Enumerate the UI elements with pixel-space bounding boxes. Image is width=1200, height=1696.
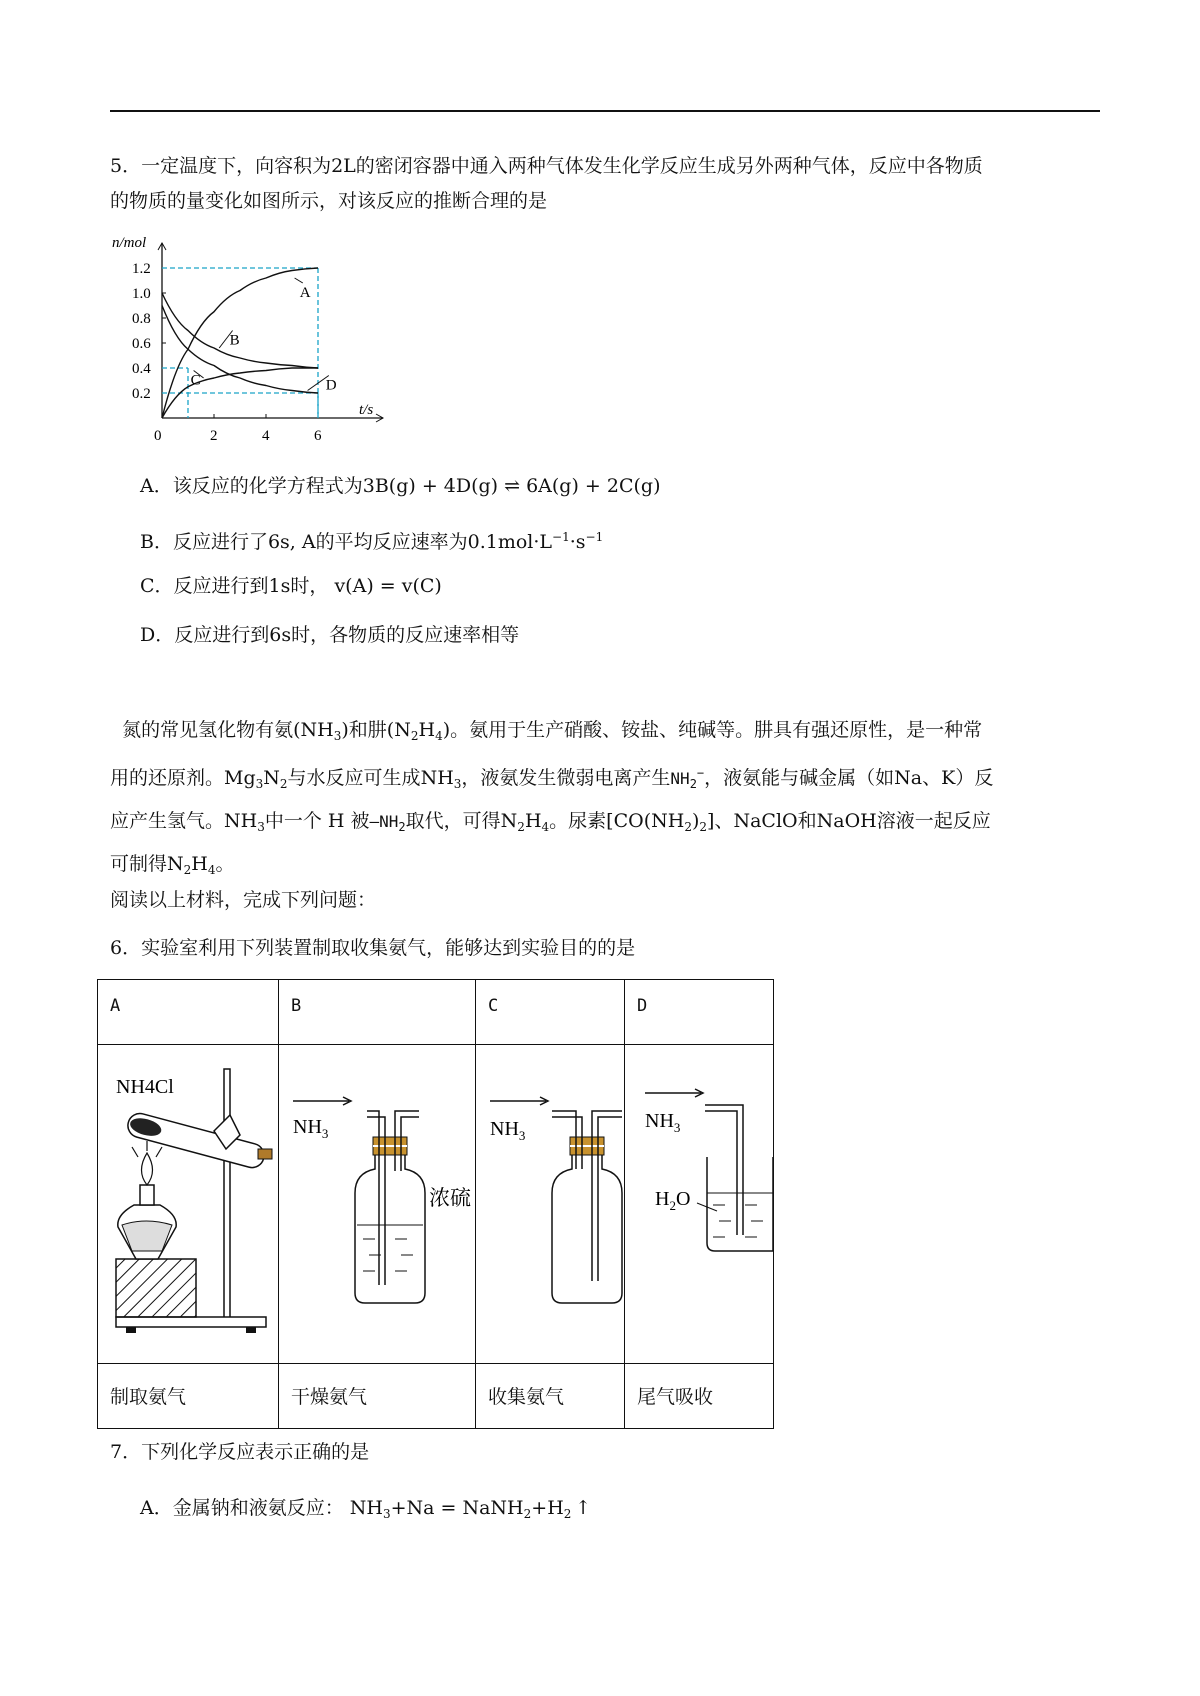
header-rule [110,110,1100,112]
y-tick-label: 0.6 [132,336,151,352]
passage-line-3: 应产生氢气。$NH_3$中一个 H 被$—NH_2$取代，可得$N_2H_4$。尿素$[CO(NH_2)_2]$、NaClO和NaOH溶液一起反应 [110,810,991,834]
q6-header-c: C [476,980,625,1045]
q5-option-c: C．反应进行到1s时， v(A) = v(C) [140,575,442,597]
reading-instruction: 阅读以上材料，完成下列问题： [110,889,377,911]
q6-header-d: D [625,980,774,1045]
passage-line-1: 氮的常见氢化物有氨$(NH_3)$和肼$(N_2H_4)$。氨用于生产硝酸、铵盐、纯碱等。肼具有强还原性，是一种常 [122,719,983,743]
y-tick-label: 1.0 [132,286,151,302]
q5-option-a: A．该反应的化学方程式为3B(g) + 4D(g) ⇌ 6A(g) + 2C(g) [140,475,661,497]
q6-figure-b [279,1045,476,1364]
q6-caption-a: 制取氨气 [98,1364,279,1429]
x-tick-label: 6 [314,428,322,440]
series-line-a [162,268,318,418]
nh3-label-d: $NH_3$ [645,1110,681,1135]
x-axis-label: t/s [359,402,374,418]
ammonia-generation-apparatus [98,1045,278,1363]
water-label: $H_2O$ [655,1188,691,1213]
q6-caption-b: 干燥氨气 [279,1364,476,1429]
q7-option-a: A．金属钠和液氨反应： $NH_3+Na$ = $NaNH_2+H_2$ ↑ [140,1497,592,1521]
q6-caption-c: 收集氨气 [476,1364,625,1429]
series-leader-a [295,278,303,283]
series-label-a: A [299,285,311,301]
q6-header-b: B [279,980,476,1045]
tail-gas-absorption-apparatus [625,1045,773,1363]
q6-figure-d [625,1045,774,1364]
x-tick-label: 4 [262,428,270,440]
q6-caption-d: 尾气吸收 [625,1364,774,1429]
series-label-d: D [325,377,337,394]
nh4cl-label: NH4Cl [116,1076,174,1098]
nh3-label-b: $NH_3$ [293,1116,329,1141]
q6-header-a: A [98,980,279,1045]
q6-stem: 6．实验室利用下列装置制取收集氨气，能够达到实验目的的是 [110,937,636,959]
q5-option-d: D．反应进行到6s时，各物质的反应速率相等 [140,624,520,646]
series-line-d [162,306,318,394]
y-tick-label: 0.8 [132,311,151,327]
concentrated-acid-label: 浓硫 [429,1186,471,1210]
y-tick-label: 1.2 [132,261,151,277]
q7-stem: 7．下列化学反应表示正确的是 [110,1441,370,1463]
y-tick-label: 0.4 [132,361,151,377]
series-label-c: C [190,372,201,389]
x-tick-label: 2 [210,428,218,440]
x-tick-label: 0 [154,428,162,440]
series-line-b [162,293,318,368]
reading-passage [110,712,1100,889]
q6-apparatus-table [97,979,774,1429]
q5-option-b: B．反应进行了6s, A的平均反应速率为$0.1mol\cdot L^{-1}\cdot s^{-1}$ [140,530,604,553]
q6-figure-a [98,1045,279,1364]
q5-stem-line2: 的物质的量变化如图所示，对该反应的推断合理的是 [110,190,548,212]
drying-bottle-apparatus [279,1045,475,1363]
q5-option-a-equation: 3B(g) + 4D(g) ⇌ 6A(g) + 2C(g) [362,475,661,497]
y-tick-label: 0.2 [132,386,151,402]
series-label-b: B [229,332,240,349]
q6-figure-c [476,1045,625,1364]
q5-chart [110,230,410,440]
nh3-label-c: $NH_3$ [490,1118,526,1143]
passage-line-2: 用的还原剂。$Mg_3N_2$与水反应可生成$NH_3$，液氨发生微弱电离产生$NH_2^-$，液氨能与碱金属（如Na、K）反 [110,766,994,791]
q5-stem-line1: 5．一定温度下，向容积为2L的密闭容器中通入两种气体发生化学反应生成另外两种气体，反应中各物质 [110,155,983,177]
y-axis-label: n/mol [112,235,147,251]
passage-line-4: 可制得$N_2H_4$。 [110,853,235,877]
collection-bottle-apparatus [476,1045,624,1363]
